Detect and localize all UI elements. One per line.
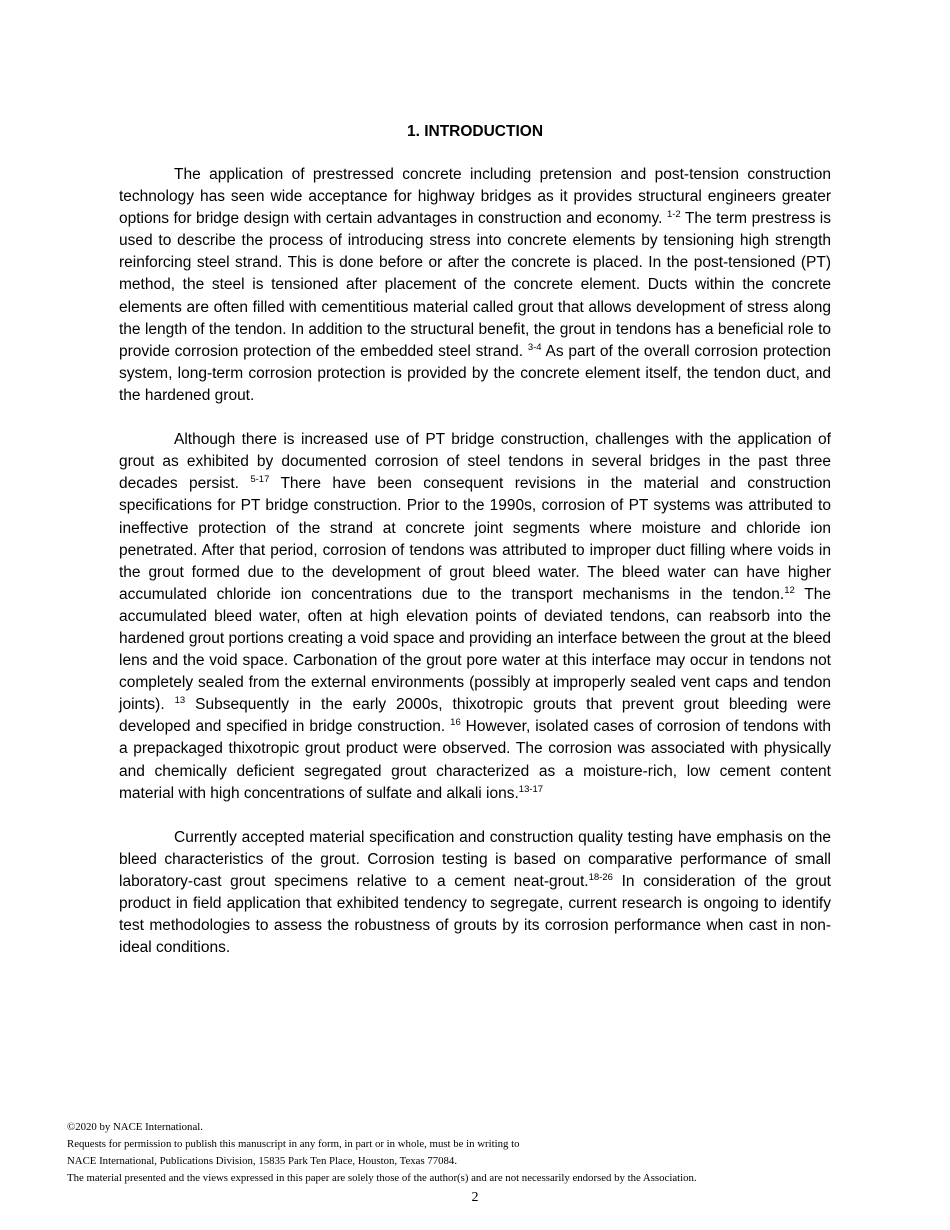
citation: 12 <box>784 584 795 596</box>
address-line: NACE International, Publications Division, 15835 Park Ten Place, Houston, Texas 77084. <box>67 1155 458 1167</box>
text-segment: The application of prestressed concrete including pretension and post-tension construction technology has seen wide acceptance for highway bridges as it provides structural engineers greater options for bridge design with certain advantages in construction and economy. <box>119 166 831 228</box>
text-segment: Currently accepted material specification and construction quality testing have emphasis on the bleed characteristics of the grout. Corrosion testing is based on comparative performance of small laboratory-cast grout specimens relative to a cement neat-grout. <box>119 828 831 890</box>
text-segment: In consideration of the grout product in field application that exhibited tendency to segregate, current research is ongoing to identify test methodologies to assess the robustness of grouts by its corrosion performance when cast in non-ideal conditions. <box>119 873 831 957</box>
citation: 1-2 <box>666 209 681 221</box>
copyright-line: ©2020 by NACE International. <box>67 1121 203 1133</box>
paragraph-1 <box>119 164 831 407</box>
section-heading: 1. INTRODUCTION <box>406 123 544 140</box>
page-number: 2 <box>471 1190 479 1205</box>
text-segment: There have been consequent revisions in the material and construction specifications for PT bridge construction. Prior to the 1990s, corrosion of PT systems was attributed to ineffective protection of the strand at concrete joint segments where moisture and chloride ion penetrated. After that period, corrosion of tendons was attributed to improper duct filling where voids in the grout formed due to the development of grout bleed water. The bleed water can have higher accumulated chloride ion concentrations due to the transport mechanisms in the tendon. <box>119 475 831 603</box>
disclaimer-line: The material presented and the views expressed in this paper are solely those of the author(s) and are not necessarily endorsed by the Association. <box>67 1172 697 1184</box>
citation: 18-26 <box>588 872 613 883</box>
body-text <box>119 164 831 981</box>
text-segment: Subsequently in the early 2000s, thixotropic grouts that prevent grout bleeding were developed and specified in bridge construction. <box>119 696 831 736</box>
paragraph-3 <box>119 827 831 960</box>
text-segment: Although there is increased use of PT bridge construction, challenges with the application of grout as exhibited by documented corrosion of steel tendons in several bridges in the past three decades persist. <box>119 431 831 493</box>
permission-line: Requests for permission to publish this manuscript in any form, in part or in whole, must be in writing to <box>67 1138 520 1150</box>
text-segment: The term prestress is used to describe the process of introducing stress into concrete elements by tensioning high strength reinforcing steel strand. This is done before or after the concrete is placed. In the post-tensioned (PT) method, the steel is tensioned after placement of the concrete element. Ducts within the concrete elements are often filled with cementitious material called grout that allows development of stress along the length of the tendon. In addition to the structural benefit, the grout in tendons has a beneficial role to provide corrosion protection of the embedded steel strand. <box>119 210 831 360</box>
text-segment: However, isolated cases of corrosion of tendons with a prepackaged thixotropic grout product were observed. The corrosion was associated with physically and chemically deficient segregated grout characterized as a moisture-rich, low cement content material with high concentrations of sulfate and alkali ions. <box>119 718 831 802</box>
citation: 13-17 <box>518 783 544 795</box>
citation: 16 <box>450 717 461 729</box>
text-segment: The accumulated bleed water, often at high elevation points of deviated tendons, can reabsorb into the hardened grout portions creating a void space and providing an interface between the grout at the bleed lens and the void space. Carbonation of the grout pore water at this interface may occur in tendons not completely sealed from the external environments (possibly at improperly sealed vent caps and tendon joints). <box>119 585 831 714</box>
citation: 13 <box>174 695 186 707</box>
citation: 3-4 <box>527 341 542 353</box>
citation: 5-17 <box>250 474 270 486</box>
paragraph-2 <box>119 429 831 805</box>
text-segment: As part of the overall corrosion protection system, long-term corrosion protection is provided by the concrete element itself, the tendon duct, and the hardened grout. <box>119 342 831 404</box>
copyright-footer <box>67 1119 897 1187</box>
